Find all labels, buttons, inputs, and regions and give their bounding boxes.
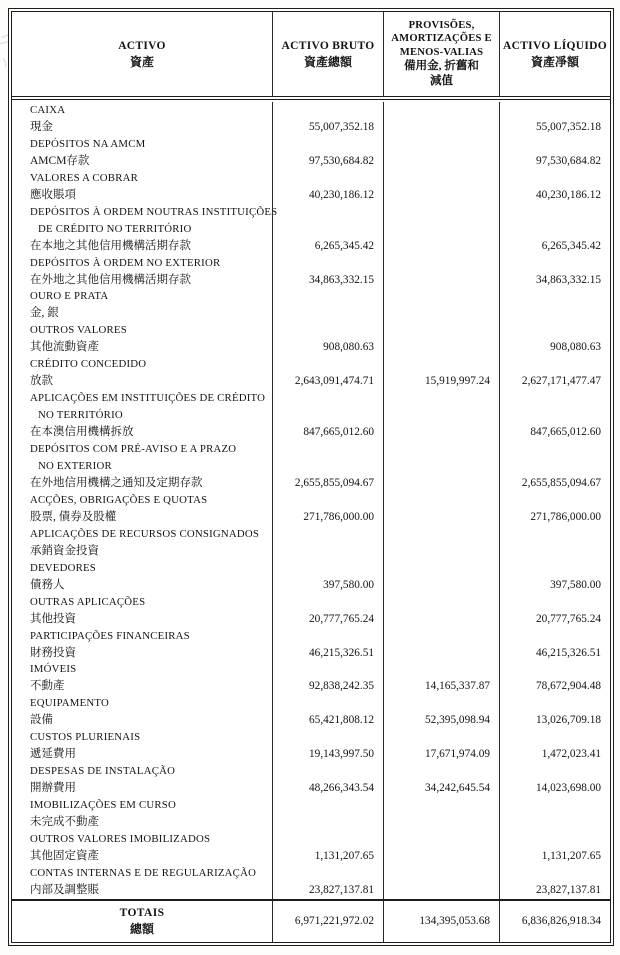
header-activo-liquido-pt: ACTIVO LÍQUIDO — [503, 39, 607, 52]
item-name-zh: 未完成不動產 — [30, 816, 99, 829]
bruto-value: 908,080.63 — [272, 322, 383, 356]
item-name-pt: CRÉDITO CONCEDIDO — [30, 358, 147, 371]
header-activo-zh: 資產 — [129, 54, 154, 69]
item-name-zh: 承銷資金投資 — [30, 544, 99, 557]
item-name-pt: DEPÓSITOS À ORDEM NOUTRAS INSTITUIÇÕES — [30, 205, 278, 218]
item-name-zh: 設備 — [30, 714, 53, 727]
liquido-value: 6,265,345.42 — [499, 204, 610, 255]
bruto-value: 1,131,207.65 — [272, 831, 383, 865]
header-provisoes — [383, 12, 499, 96]
liquido-value — [499, 797, 610, 831]
table-row — [12, 797, 610, 831]
bruto-value: 397,580.00 — [272, 560, 383, 594]
totals-liquido-value: 6,836,826,918.34 — [499, 901, 610, 942]
row-name — [12, 831, 272, 865]
provisoes-value: 15,919,997.24 — [383, 356, 499, 390]
provisoes-value: 52,395,098.94 — [383, 695, 499, 729]
table-row — [12, 288, 610, 322]
liquido-value: 908,080.63 — [499, 322, 610, 356]
table-row — [12, 526, 610, 560]
header-activo-liquido-zh: 資產凈額 — [530, 54, 579, 69]
header-provisoes-pt-line1: PROVISÕES, — [408, 19, 475, 31]
header-provisoes-pt-line2: AMORTIZAÇÕES E — [391, 33, 492, 45]
row-name — [12, 594, 272, 628]
provisoes-value — [383, 390, 499, 441]
bruto-value: 20,777,765.24 — [272, 594, 383, 628]
table-row — [12, 136, 610, 170]
row-name — [12, 797, 272, 831]
item-name-zh: 財務投資 — [30, 646, 76, 659]
liquido-value: 13,026,709.18 — [499, 695, 610, 729]
totals-label-zh: 總額 — [129, 921, 154, 936]
bruto-value: 2,643,091,474.71 — [272, 356, 383, 390]
provisoes-value: 17,671,974.09 — [383, 729, 499, 763]
liquido-value: 2,655,855,094.67 — [499, 441, 610, 492]
header-activo-liquido — [499, 12, 610, 96]
table-row — [12, 763, 610, 797]
table-row — [12, 492, 610, 526]
item-name-zh: 不動產 — [30, 680, 65, 693]
table-row — [12, 831, 610, 865]
row-name — [12, 695, 272, 729]
header-activo — [12, 12, 272, 96]
bruto-value: 46,215,326.51 — [272, 628, 383, 662]
item-name-zh: 遞延費用 — [30, 748, 76, 761]
bruto-value: 65,421,808.12 — [272, 695, 383, 729]
table-row — [12, 628, 610, 662]
provisoes-value — [383, 136, 499, 170]
bruto-value: 2,655,855,094.67 — [272, 441, 383, 492]
liquido-value: 40,230,186.12 — [499, 170, 610, 204]
liquido-value: 2,627,171,477.47 — [499, 356, 610, 390]
provisoes-value: 14,165,337.87 — [383, 661, 499, 695]
item-name-zh: 在本澳信用機構拆放 — [30, 426, 134, 439]
provisoes-value — [383, 831, 499, 865]
liquido-value: 847,665,012.60 — [499, 390, 610, 441]
table-body — [12, 100, 610, 899]
row-name — [12, 102, 272, 136]
row-name — [12, 255, 272, 289]
item-name-pt: DEPÓSITOS À ORDEM NO EXTERIOR — [30, 256, 221, 269]
item-name-zh: 股票, 債券及股權 — [30, 510, 117, 523]
item-name-pt: NO EXTERIOR — [38, 460, 112, 473]
item-name-pt: APLICAÇÕES DE RECURSOS CONSIGNADOS — [30, 527, 260, 540]
provisoes-value — [383, 288, 499, 322]
row-name — [12, 560, 272, 594]
provisoes-value — [383, 441, 499, 492]
item-name-pt: CUSTOS PLURIENAIS — [30, 731, 141, 744]
provisoes-value — [383, 204, 499, 255]
bruto-value: 55,007,352.18 — [272, 102, 383, 136]
liquido-value: 1,131,207.65 — [499, 831, 610, 865]
provisoes-value: 34,242,645.54 — [383, 763, 499, 797]
item-name-pt: CAIXA — [30, 104, 66, 116]
row-name — [12, 390, 272, 441]
table-row — [12, 390, 610, 441]
row-name — [12, 526, 272, 560]
bruto-value: 34,863,332.15 — [272, 255, 383, 289]
header-activo-bruto — [272, 12, 383, 96]
item-name-pt: EQUIPAMENTO — [30, 697, 109, 710]
liquido-value: 55,007,352.18 — [499, 102, 610, 136]
liquido-value: 14,023,698.00 — [499, 763, 610, 797]
item-name-zh: 應收賬項 — [30, 188, 76, 201]
row-name — [12, 322, 272, 356]
totals-label-pt: TOTAIS — [119, 906, 165, 919]
liquido-value: 78,672,904.48 — [499, 661, 610, 695]
bruto-value: 40,230,186.12 — [272, 170, 383, 204]
liquido-value: 97,530,684.82 — [499, 136, 610, 170]
item-name-pt: IMÓVEIS — [30, 663, 77, 676]
totals-bruto-value: 6,971,221,972.02 — [272, 901, 383, 942]
item-name-zh: 其他投資 — [30, 612, 76, 625]
bruto-value: 271,786,000.00 — [272, 492, 383, 526]
item-name-pt: DEVEDORES — [30, 561, 96, 574]
item-name-pt: VALORES A COBRAR — [30, 171, 138, 184]
provisoes-value — [383, 322, 499, 356]
row-name — [12, 441, 272, 492]
item-name-zh: AMCM存款 — [30, 154, 90, 167]
liquido-value: 46,215,326.51 — [499, 628, 610, 662]
item-name-zh: 在本地之其他信用機構活期存款 — [30, 239, 191, 252]
item-name-zh: 債務人 — [30, 578, 65, 591]
totals-provisoes-value: 134,395,053.68 — [383, 901, 499, 942]
provisoes-value — [383, 102, 499, 136]
row-name — [12, 661, 272, 695]
provisoes-value — [383, 170, 499, 204]
header-activo-bruto-zh: 資產總額 — [303, 54, 352, 69]
row-name — [12, 356, 272, 390]
row-name — [12, 492, 272, 526]
item-name-zh: 開辦費用 — [30, 782, 76, 795]
item-name-pt: OUTROS VALORES — [30, 324, 127, 337]
table-row — [12, 695, 610, 729]
item-name-pt: DESPESAS DE INSTALAÇÃO — [30, 765, 176, 778]
table-row — [12, 322, 610, 356]
balance-sheet-table — [8, 8, 614, 946]
provisoes-value — [383, 526, 499, 560]
table-row — [12, 102, 610, 136]
provisoes-value — [383, 865, 499, 899]
header-provisoes-pt-line3: MENOS-VALIAS — [399, 46, 484, 58]
table-row — [12, 356, 610, 390]
table-row — [12, 594, 610, 628]
liquido-value: 271,786,000.00 — [499, 492, 610, 526]
item-name-zh: 現金 — [30, 120, 53, 133]
item-name-zh: 在外地之其他信用機構活期存款 — [30, 273, 191, 286]
bruto-value: 48,266,343.54 — [272, 763, 383, 797]
item-name-pt: IMOBILIZAÇÕES EM CURSO — [30, 799, 176, 812]
item-name-zh: 在外地信用機構之通知及定期存款 — [30, 476, 203, 489]
row-name — [12, 170, 272, 204]
item-name-pt: OUTRAS APLICAÇÕES — [30, 595, 146, 608]
item-name-zh: 放款 — [30, 375, 53, 388]
row-name — [12, 136, 272, 170]
provisoes-value — [383, 594, 499, 628]
item-name-zh: 其他流動資產 — [30, 341, 99, 354]
item-name-pt: DE CRÉDITO NO TERRITÓRIO — [38, 222, 192, 235]
bruto-value: 23,827,137.81 — [272, 865, 383, 899]
item-name-pt: DEPÓSITOS COM PRÉ-AVISO E A PRAZO — [30, 443, 237, 456]
table-row — [12, 661, 610, 695]
item-name-pt: PARTICIPAÇÕES FINANCEIRAS — [30, 629, 190, 642]
bruto-value: 19,143,997.50 — [272, 729, 383, 763]
bruto-value: 92,838,242.35 — [272, 661, 383, 695]
bruto-value — [272, 288, 383, 322]
provisoes-value — [383, 797, 499, 831]
liquido-value: 23,827,137.81 — [499, 865, 610, 899]
bruto-value: 97,530,684.82 — [272, 136, 383, 170]
item-name-zh: 金, 銀 — [30, 307, 59, 320]
item-name-zh: 内部及調整賬 — [30, 883, 99, 896]
row-name — [12, 729, 272, 763]
header-activo-bruto-pt: ACTIVO BRUTO — [281, 39, 375, 52]
provisoes-value — [383, 255, 499, 289]
liquido-value — [499, 526, 610, 560]
item-name-pt: OUTROS VALORES IMOBILIZADOS — [30, 832, 211, 845]
provisoes-value — [383, 492, 499, 526]
item-name-pt: OURO E PRATA — [30, 290, 109, 303]
item-name-pt: APLICAÇÕES EM INSTITUIÇÕES DE CRÉDITO — [30, 392, 266, 405]
header-activo-pt: ACTIVO — [118, 39, 166, 52]
header-provisoes-zh-line2: 減值 — [430, 75, 453, 88]
table-row — [12, 170, 610, 204]
table-row — [12, 204, 610, 255]
item-name-pt: DEPÓSITOS NA AMCM — [30, 137, 146, 150]
liquido-value: 1,472,023.41 — [499, 729, 610, 763]
table-row — [12, 560, 610, 594]
table-row — [12, 255, 610, 289]
provisoes-value — [383, 628, 499, 662]
table-row — [12, 441, 610, 492]
bruto-value — [272, 797, 383, 831]
row-name — [12, 628, 272, 662]
row-name — [12, 204, 278, 255]
row-name — [12, 865, 272, 899]
liquido-value — [499, 288, 610, 322]
table-header — [12, 12, 610, 100]
liquido-value: 397,580.00 — [499, 560, 610, 594]
table-row — [12, 729, 610, 763]
table-row — [12, 865, 610, 899]
header-provisoes-zh-line1: 備用金, 折舊和 — [404, 60, 479, 73]
provisoes-value — [383, 560, 499, 594]
row-name — [12, 763, 272, 797]
totals-row — [12, 899, 610, 942]
bruto-value — [272, 526, 383, 560]
item-name-zh: 其他固定資產 — [30, 849, 99, 862]
totals-label — [12, 901, 272, 942]
liquido-value: 20,777,765.24 — [499, 594, 610, 628]
item-name-pt: NO TERRITÓRIO — [38, 409, 123, 422]
row-name — [12, 288, 272, 322]
item-name-pt: CONTAS INTERNAS E DE REGULARIZAÇÃO — [30, 866, 257, 879]
item-name-pt: ACÇÕES, OBRIGAÇÕES E QUOTAS — [30, 493, 208, 506]
liquido-value: 34,863,332.15 — [499, 255, 610, 289]
bruto-value: 847,665,012.60 — [272, 390, 383, 441]
bruto-value: 6,265,345.42 — [272, 204, 383, 255]
